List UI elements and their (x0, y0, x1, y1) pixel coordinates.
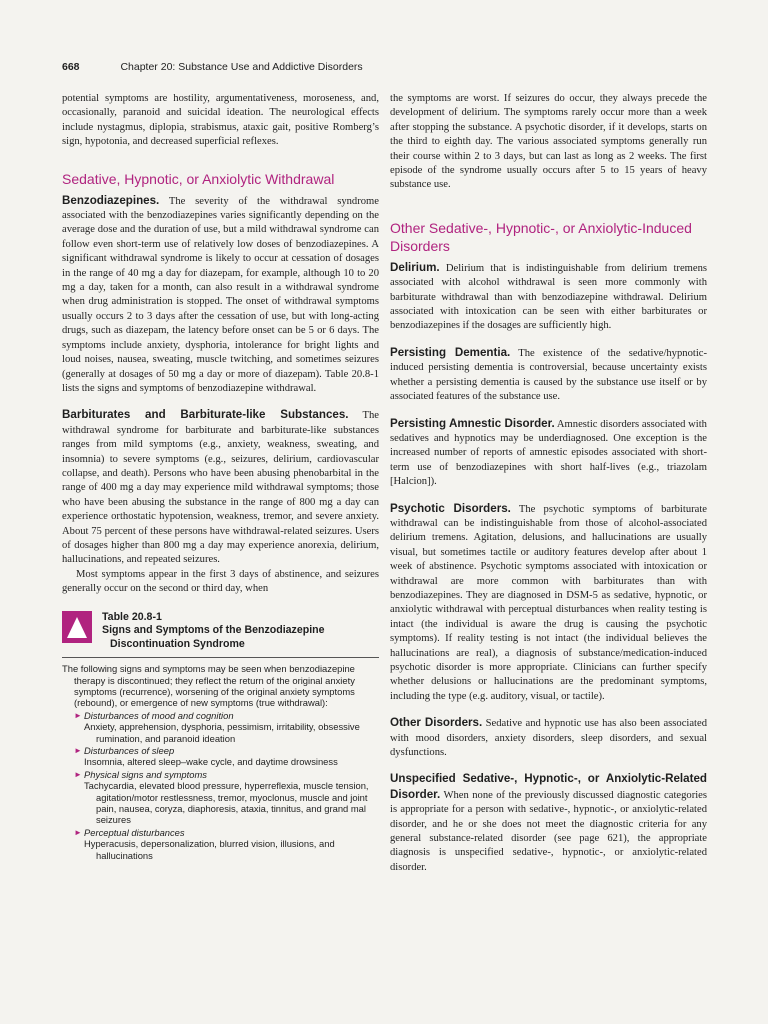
bullet-arrow-icon: ► (74, 710, 82, 720)
table-body (62, 663, 379, 861)
delirium-paragraph (390, 261, 707, 334)
table-symptoms: Anxiety, apprehension, dysphoria, pessimism, irritability, obsessive rumination, and paranoid ideation (84, 721, 360, 744)
other-disorders-paragraph (390, 716, 707, 760)
table-number: Table 20.8-1 (102, 610, 162, 623)
benzodiazepines-title: Benzodiazepines. (62, 193, 160, 207)
other-disorders-title: Other Disorders. (390, 716, 483, 730)
benzodiazepines-text: The severity of the withdrawal syndrome associated with the benzodiazepines varies significantly depending on the average dose and the duration of use, but a mild withdrawal syndrome can follow even short-term use of relatively low doses of benzodiazepines. A significant withdrawal syndrome is likely to occur at cessation of dosages in the range of 40 mg a day for diazepam, for example, although 10 to 20 mg a day, taken for a month, can also result in a withdrawal syndrome when drug administration is stopped. The onset of withdrawal symptoms usually occurs 2 to 3 days after the cessation of use, but with long-acting drugs, such as diazepam, the latency before onset can be 5 or 6 days. The symptoms include anxiety, dysphoria, intolerance for bright lights and loud noises, nausea, sweating, muscle twitching, and sometimes seizures (generally at dosages of 50 mg a day or more of diazepam). Table 20.8-1 lists the signs and symptoms of benzodiazepine withdrawal. (62, 195, 379, 394)
bullet-arrow-icon: ► (74, 745, 82, 755)
table-header (62, 611, 379, 659)
table-category: ► Disturbances of sleep (74, 744, 175, 756)
table-category: ► Disturbances of mood and cognition (74, 709, 234, 721)
delirium-text: Delirium that is indistinguishable from delirium tremens associated with alcohol withdrawal is seen more commonly with barbiturate withdrawal than with benzodiazepine withdrawal. Delirium associated with intoxication can be seen with either barbiturates or benzodiazepines if the dosages are sufficiently high. (390, 262, 708, 332)
unspecified-title: Unspecified Sedative-, Hypnotic-, or Anxiolytic-Related Disorder. (390, 772, 707, 801)
continuation-paragraph: the symptoms are worst. If seizures do occur, they always precede the development of delirium. The symptoms rarely occur more than a week after stopping the substance. A psychotic disorder, if it develops, starts on the third to eighth day. The various associated symptoms generally run their course within 2 to 3 days, but can last as long as 2 weeks. The first episode of the syndrome usually occurs after 5 to 15 years of heavy substance use. (390, 93, 707, 191)
table-symptoms: Tachycardia, elevated blood pressure, hyperreflexia, muscle tension, agitation/motor restlessness, tremor, myoclonus, muscle and joint pain, nausea, coryza, diaphoresis, ataxia, tinnitus, and grand mal seizures (84, 780, 369, 826)
dementia-text: The existence of the sedative/hypnotic-induced persisting dementia is controversial, because uncertainty exists whether a persisting dementia is caused by the substance use itself or by associated features of the substance use. (390, 347, 707, 403)
psychotic-text: The psychotic symptoms of barbiturate withdrawal can be indistinguishable from those of alcohol-associated delirium tremens. Agitation, delusions, and hallucinations are usually visual, but sometimes tactile or auditory features develop after about 1 week of abstinence. Psychotic symptoms associated with intoxication or withdrawal are more common with barbiturates than with benzodiazepines. They are diagnosed in DSM-5 as sedative, hypnotic, or anxiolytic withdrawal with perceptual disturbances when reality testing is intact (the individual is aware the drug is causing the psychotic symptoms). If reality testing is not intact (the individual believes the hallucinations are real), a diagnosis of substance/medication-induced psychotic disorder is more appropriate. Clinicians can further specify whether delusions or hallucinations are the predominant symptoms, including the type (e.g. auditory, visual, or tactile). (390, 503, 707, 702)
right-column (390, 92, 707, 875)
symptoms-timing-paragraph: Most symptoms appear in the first 3 days of abstinence, and seizures generally occur on the second or third day, when (62, 568, 379, 595)
barbiturates-text: The withdrawal syndrome for barbiturate and barbiturate-like substances ranges from mild symptoms (e.g., anxiety, weakness, sweating, and insomnia) to severe symptoms (e.g., seizures, delirium, cardiovascular collapse, and death). Persons who have been abusing phenobarbital in the range of 400 mg a day may experience mild withdrawal symptoms; those who have been abusing the substance in the range of 800 mg a day can experience orthostatic hypotension, weakness, tremor, and severe anxiety. About 75 percent of these persons have withdrawal-related seizures. Users of dosages higher than 800 mg a day may experience anorexia, delirium, hallucinations, and repeated seizures. (62, 410, 379, 566)
psychotic-title: Psychotic Disorders. (390, 501, 511, 515)
amnestic-text: Amnestic disorders associated with sedatives and hypnotics may be underdiagnosed. One exception is the increased number of reports of amnestic episodes associated with short-term use of benzodiazepines with short half-lives (e.g., triazolam [Halcion]). (390, 418, 707, 488)
section-heading-other-disorders: Other Sedative-, Hypnotic-, or Anxiolytic-Induced Disorders (390, 219, 692, 254)
unspecified-paragraph (390, 772, 707, 875)
left-column (62, 92, 379, 861)
table-category: ► Perceptual disturbances (74, 826, 185, 838)
table-20-8-1 (62, 611, 379, 861)
table-symptoms: Insomnia, altered sleep–wake cycle, and daytime drowsiness (84, 756, 338, 768)
table-title-line1: Signs and Symptoms of the Benzodiazepine (102, 624, 325, 637)
table-intro: The following signs and symptoms may be seen when benzodiazepine therapy is discontinued; they reflect the return of the original anxiety symptoms (recurrence), worsening of the original anxiety symptoms (rebound), or emergence of new symptoms (true withdrawal): (62, 663, 355, 709)
barbiturates-title: Barbiturates and Barbiturate-like Substances. (62, 408, 349, 422)
bullet-arrow-icon: ► (74, 827, 82, 837)
delirium-title: Delirium. (390, 260, 440, 274)
table-symptoms: Hyperacusis, depersonalization, blurred vision, illusions, and hallucinations (84, 838, 335, 861)
other-disorders-text: Sedative and hypnotic use has also been associated with mood disorders, anxiety disorders, sleep disorders, and sexual dysfunctions. (390, 718, 707, 759)
amnestic-title: Persisting Amnestic Disorder. (390, 416, 555, 430)
amnestic-paragraph (390, 417, 707, 490)
bullet-arrow-icon: ► (74, 769, 82, 779)
dementia-paragraph (390, 346, 707, 405)
chapter-title: Chapter 20: Substance Use and Addictive Disorders (120, 61, 363, 73)
page-number: 668 (62, 61, 80, 73)
psychotic-paragraph (390, 502, 707, 705)
table-category: ► Physical signs and symptoms (74, 768, 207, 780)
intro-paragraph: potential symptoms are hostility, argumentativeness, moroseness, and, occasionally, paranoid and suicidal ideation. The neurological effects include nystagmus, diplopia, strabismus, ataxic gait, positive Romberg’s sign, hypotonia, and decreased superficial reflexes. (62, 93, 379, 148)
table-titles (102, 611, 325, 652)
table-title-line2: Discontinuation Syndrome (110, 637, 245, 650)
benzodiazepines-paragraph (62, 194, 379, 397)
running-header (62, 61, 722, 73)
dementia-title: Persisting Dementia. (390, 345, 511, 359)
section-heading-withdrawal: Sedative, Hypnotic, or Anxiolytic Withdrawal (62, 170, 335, 187)
unspecified-text: When none of the previously discussed diagnostic categories is appropriate for a person with sedative-, hypnotic-, or anxiolytic-related disorder, and he or she does not meet the diagnostic criteria for any general substance-related disorder (see page 621), the appropriate diagnosis is unspecified sedative-, hypnotic-, or anxiolytic-related disorder. (390, 789, 707, 873)
barbiturates-paragraph (62, 408, 379, 567)
table-marker-triangle-icon (62, 611, 92, 643)
